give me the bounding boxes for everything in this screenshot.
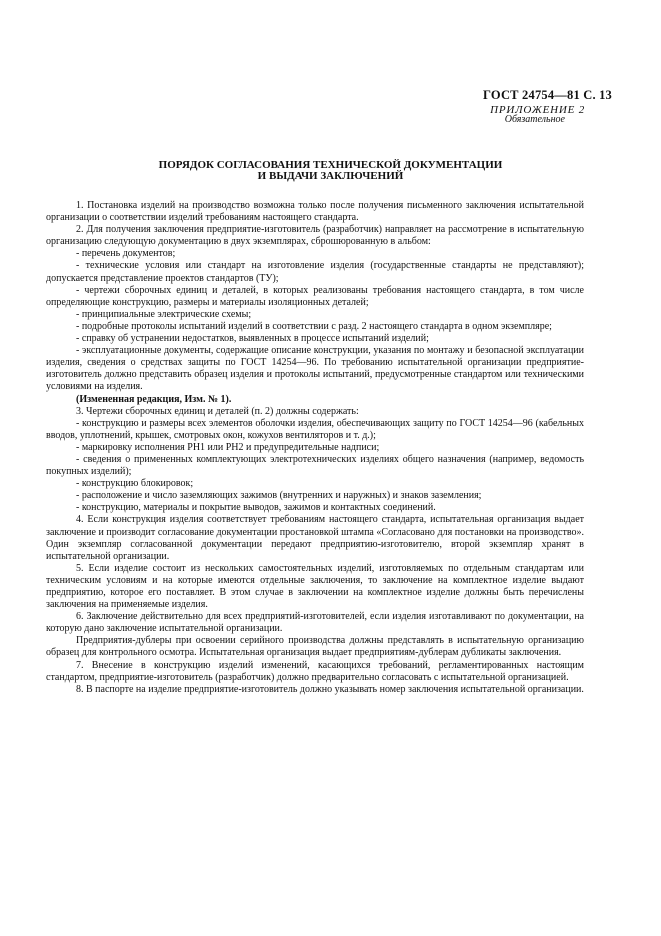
- appendix-status: Обязательное: [504, 114, 565, 125]
- list-item: - подробные протоколы испытаний изделий в соответствии с разд. 2 настоящего стандарта в одном экземпляре;: [76, 320, 552, 332]
- amendment-note: (Измененная редакция, Изм. № 1).: [76, 393, 232, 405]
- paragraph-7: 7. Внесение в конструкцию изделий изменений, касающихся требований, регламентированных настоящим стандартом, предприятие-изготовитель (разработчик) должно предварительно согласовать с испытательной организацией.: [46, 659, 584, 683]
- list-item: - конструкцию и размеры всех элементов оболочки изделия, обеспечивающих защиту по ГОСТ 14254—96 (кабельных вводов, уплотнений, крышек, смотровых окон, кожухов вентиляторов и т. д.);: [46, 417, 584, 441]
- document-body: [46, 200, 584, 696]
- paragraph-1: 1. Постановка изделий на производство возможна только после получения письменного заключения испытательной организации о соответствии изделий требованиям настоящего стандарта.: [46, 200, 584, 224]
- paragraph-8: 8. В паспорте на изделие предприятие-изготовитель должно указывать номер заключения испытательной организации.: [76, 683, 584, 695]
- list-item: - конструкцию, материалы и покрытие выводов, зажимов и контактных соединений.: [76, 502, 436, 514]
- section-title-line-2: И ВЫДАЧИ ЗАКЛЮЧЕНИЙ: [257, 170, 404, 182]
- paragraph-5: 5. Если изделие состоит из нескольких самостоятельных изделий, изготовляемых по отдельным стандартам или техническим условиям и на которые имеются отдельные заключения, то заключение на комплектное изделие выдают предприятию, которое его поставляет. В этом случае в заключении на комплектное изделие должны быть перечислены заключения на применяемые изделия.: [46, 562, 584, 611]
- list-item: - конструкцию блокировок;: [76, 478, 194, 490]
- section-title: [0, 160, 661, 182]
- list-item: - перечень документов;: [76, 248, 176, 260]
- list-item: - чертежи сборочных единиц и деталей, в которых реализованы требования настоящего стандарта, в том числе определяющие конструкцию, размеры и материалы изоляционных деталей;: [46, 284, 584, 308]
- list-item: - эксплуатационные документы, содержащие описание конструкции, указания по монтажу и безопасной эксплуатации изделия, сведения о средствах защиты по ГОСТ 14254—96. По требованию испытательной организации предприятие-изготовитель должно представить образец изделия и протоколы испытаний, предусмотренные стандартом или техническими условиями на изделия.: [46, 345, 584, 393]
- list-item: - справку об устранении недостатков, выявленных в процессе испытаний изделий;: [76, 333, 429, 345]
- list-item: - маркировку исполнения РН1 или РН2 и предупредительные надписи;: [76, 441, 380, 453]
- paragraph-6-continued: Предприятия-дублеры при освоении серийного производства должны представлять в испытательную организацию образец для контрольного осмотра. Испытательная организация выдает предприятиям-дублерам дубликаты заключения.: [46, 635, 584, 659]
- appendix-title: ПРИЛОЖЕНИЕ 2: [490, 104, 585, 116]
- list-item: - принципиальные электрические схемы;: [76, 308, 252, 320]
- paragraph-6: 6. Заключение действительно для всех предприятий-изготовителей, если изделия изготавливают по документации, на которую дано заключение испытательной организации.: [46, 611, 584, 635]
- list-item: - расположение и число заземляющих зажимов (внутренних и наружных) и знаков заземления;: [76, 490, 482, 502]
- list-item: - технические условия или стандарт на изготовление изделия (государственные стандарты не представляют); допускается представление проектов стандартов (ТУ);: [46, 260, 584, 284]
- page-header-doc-ref: ГОСТ 24754—81 С. 13: [483, 88, 612, 102]
- paragraph-3: 3. Чертежи сборочных единиц и деталей (п. 2) должны содержать:: [76, 405, 359, 417]
- section-title-line-1: ПОРЯДОК СОГЛАСОВАНИЯ ТЕХНИЧЕСКОЙ ДОКУМЕНТАЦИИ: [158, 159, 503, 171]
- paragraph-4: 4. Если конструкция изделия соответствует требованиям настоящего стандарта, испытательная организация выдает заключение и производит согласование документации простановкой штампа «Согласовано для постановки на производство». Один экземпляр согласованной документации передают предприятию-изготовителю, второй экземпляр хранят в испытательной организации.: [46, 514, 584, 562]
- list-item: - сведения о примененных комплектующих электротехнических изделиях общего назначения (например, ведомость покупных изделий);: [46, 453, 584, 478]
- paragraph-2: 2. Для получения заключения предприятие-изготовитель (разработчик) направляет на рассмотрение в испытательную организацию следующую документацию в двух экземплярах, сброшюрованную в альбом:: [46, 224, 584, 248]
